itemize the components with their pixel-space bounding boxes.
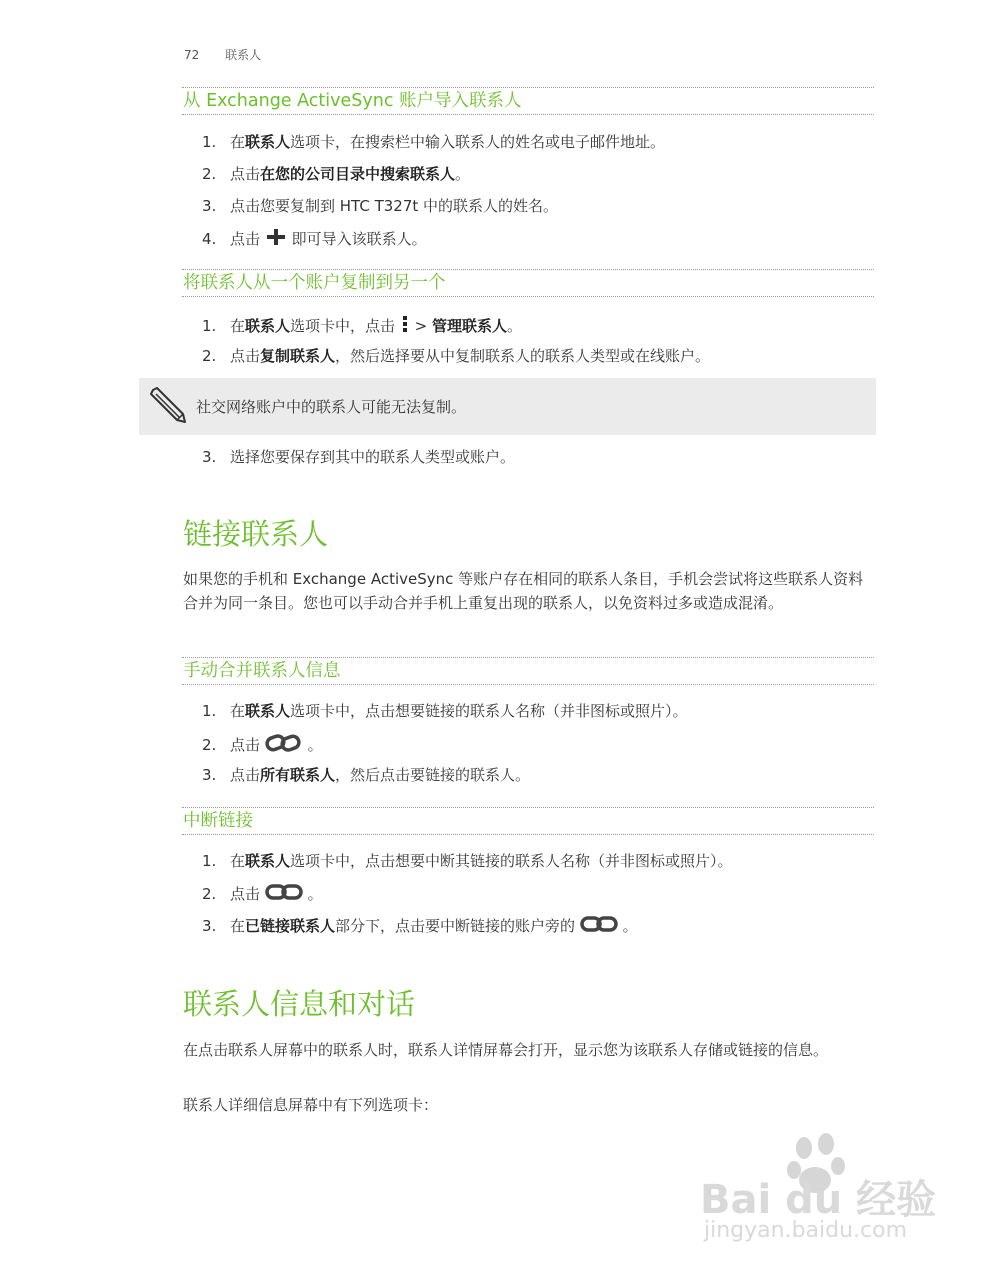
contact-info-paragraph: 在点击联系人屏幕中的联系人时，联系人详情屏幕会打开，显示您为该联系人存储或链接的信息。: [183, 1041, 829, 1059]
step-copy-3: 3. 选择您要保存到其中的联系人类型或账户。: [202, 448, 516, 466]
contact-tabs-intro: 联系人详细信息屏幕中有下列选项卡：: [183, 1096, 439, 1114]
add-icon: [265, 228, 287, 251]
step-break-3: 3. 在已链接联系人部分下，点击要中断链接的账户旁的 。: [202, 915, 638, 938]
step-copy-1: 1. 在联系人选项卡中，点击 > 管理联系人。: [202, 314, 522, 339]
step-import-1: 1. 在联系人选项卡，在搜索栏中输入联系人的姓名或电子邮件地址。: [202, 133, 666, 151]
subheading-manual-merge: 手动合并联系人信息: [182, 657, 874, 685]
subheading-import-exchange: 从 Exchange ActiveSync 账户导入联系人: [182, 87, 874, 115]
step-copy-2: 2. 点击复制联系人，然后选择要从中复制联系人的联系人类型或在线账户。: [202, 347, 711, 365]
note-text: 社交网络账户中的联系人可能无法复制。: [196, 398, 467, 416]
step-break-2: 2. 点击 。: [202, 883, 323, 906]
menu-dots-icon: [400, 314, 410, 339]
heading-link-contacts: 链接联系人: [183, 517, 329, 551]
subheading-copy-contacts: 将联系人从一个账户复制到另一个: [182, 269, 874, 297]
step-merge-1: 1. 在联系人选项卡中，点击想要链接的联系人名称（并非图标或照片）。: [202, 702, 688, 720]
step-break-1: 1. 在联系人选项卡中，点击想要中断其链接的联系人名称（并非图标或照片）。: [202, 852, 733, 870]
page-header: [184, 46, 261, 63]
heading-contact-info: 联系人信息和对话: [183, 987, 416, 1021]
baidu-jingyan-watermark: [700, 1130, 940, 1250]
watermark-url: jingyan.baidu.com: [704, 1218, 908, 1243]
unlink-icon: [580, 915, 618, 938]
watermark-logo-text: Bai du 经验: [700, 1177, 937, 1223]
unlink-icon: [265, 883, 303, 906]
step-merge-3: 3. 点击所有联系人，然后点击要链接的联系人。: [202, 766, 531, 784]
step-merge-2: 2. 点击 。: [202, 733, 323, 758]
subheading-break-link: 中断链接: [182, 807, 874, 835]
step-import-4: 4. 点击 即可导入该联系人。: [202, 228, 427, 251]
step-import-2: 2. 点击在您的公司目录中搜索联系人。: [202, 165, 471, 183]
link-contacts-paragraph: 如果您的手机和 Exchange ActiveSync 等账户存在相同的联系人条目，手机会尝试将这些联系人资料合并为同一条目。您也可以手动合并手机上重复出现的联系人，以免资料过多或造成混淆。: [183, 570, 864, 612]
step-import-3: 3. 点击您要复制到 HTC T327t 中的联系人的姓名。: [202, 197, 559, 215]
note-box: [139, 378, 876, 435]
link-icon: [265, 733, 303, 758]
chapter-name: 联系人: [225, 48, 262, 62]
pencil-note-icon: [147, 384, 187, 424]
page-number: 72: [184, 48, 200, 62]
